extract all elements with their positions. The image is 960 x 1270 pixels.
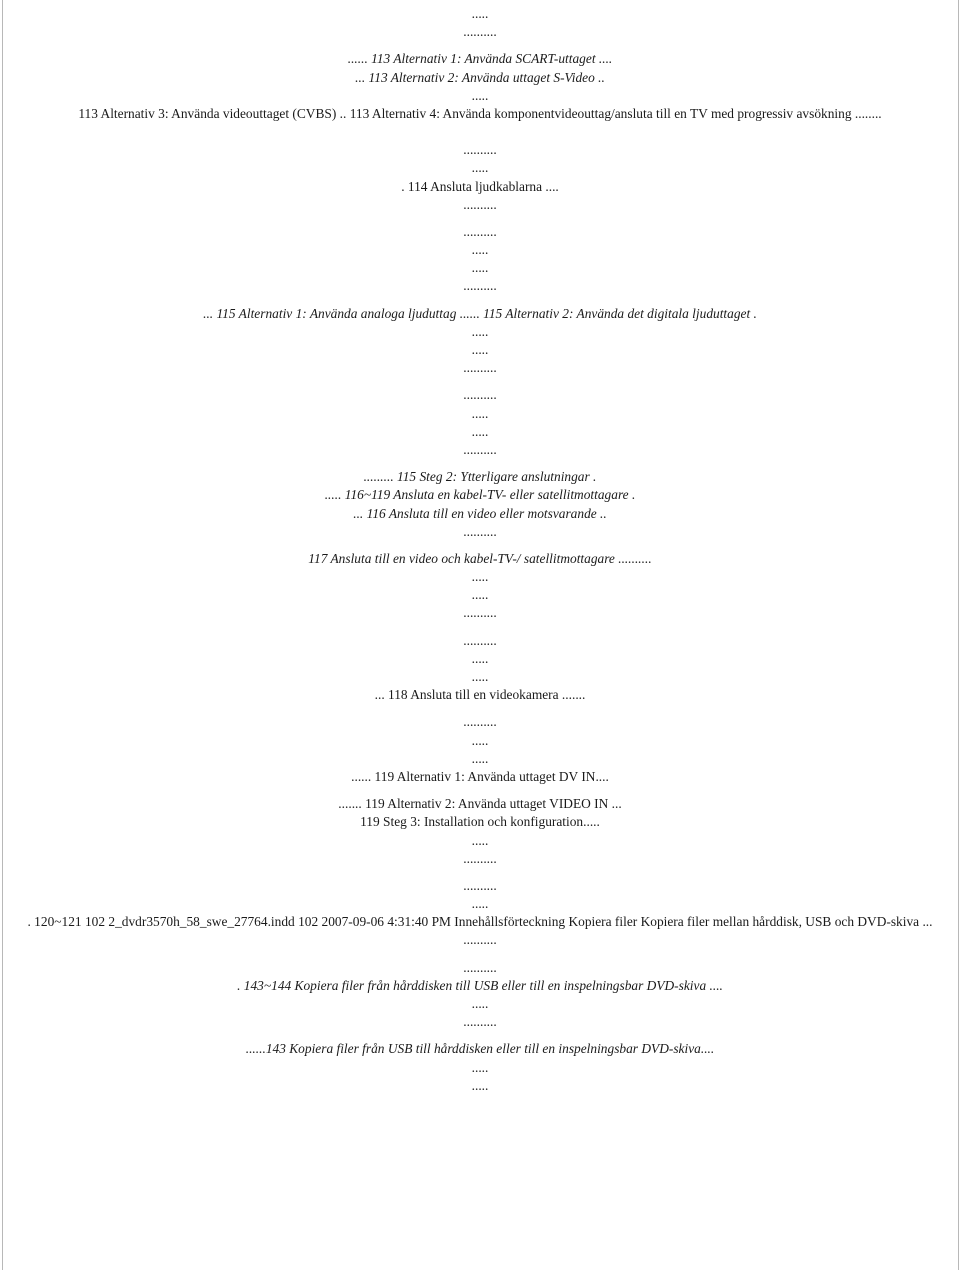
toc-line: .......... xyxy=(463,387,497,403)
toc-entry-119-alt1: ...... 119 Alternativ 1: Använda uttaget DV IN.... xyxy=(351,768,609,784)
toc-line: ..... xyxy=(471,342,489,357)
toc-line: ..... xyxy=(471,669,489,684)
left-border xyxy=(2,0,3,1270)
toc-line: .......... xyxy=(463,196,497,212)
toc-line: ..... xyxy=(471,569,489,585)
toc-entry-116-119: ..... 116~119 Ansluta en kabel-TV- eller satellitmottagare . xyxy=(324,487,636,503)
toc-line: ..... xyxy=(471,323,489,339)
toc-entry-143: ......143 Kopiera filer från USB till hårddisken eller till en inspelningsbar DVD-skiva.... xyxy=(245,1041,715,1057)
toc-line: .......... xyxy=(463,223,497,239)
toc-line: .......... xyxy=(463,360,497,376)
toc-line: .......... xyxy=(463,605,497,621)
toc-document xyxy=(24,5,936,1095)
toc-line: .......... xyxy=(463,932,497,948)
toc-line: .......... xyxy=(463,1014,497,1030)
toc-entry-118: ... 118 Ansluta till en videokamera ....... xyxy=(374,687,586,703)
right-border xyxy=(958,0,959,1270)
toc-line: .......... xyxy=(463,877,497,893)
toc-line: ..... xyxy=(471,1077,489,1093)
toc-line: .......... xyxy=(463,523,497,539)
toc-line: ..... xyxy=(471,732,489,748)
toc-line: .......... xyxy=(463,632,497,648)
toc-entry-113-alt2: ... 113 Alternativ 2: Använda uttaget S-Video .. xyxy=(355,69,605,85)
toc-entry-119-steg3: 119 Steg 3: Installation och konfiguration..... xyxy=(360,814,600,830)
toc-line: .......... xyxy=(463,714,497,730)
toc-line: ..... xyxy=(471,1059,489,1075)
toc-line: ..... xyxy=(471,750,489,766)
toc-line: .......... xyxy=(463,24,497,40)
toc-line: ..... xyxy=(471,423,489,439)
toc-line: ..... xyxy=(471,896,489,912)
toc-entry-115-steg2: ......... 115 Steg 2: Ytterligare anslutningar . xyxy=(363,469,597,485)
toc-line: ..... xyxy=(471,587,489,603)
toc-line: ..... xyxy=(471,87,489,103)
toc-entry-113-alt1: ...... 113 Alternativ 1: Använda SCART-uttaget .... xyxy=(347,51,613,67)
toc-line: ..... xyxy=(471,6,489,21)
toc-line: ..... xyxy=(471,996,489,1012)
toc-line: .......... xyxy=(463,850,497,866)
toc-line: ..... xyxy=(471,832,489,848)
toc-entry-143-144: . 143~144 Kopiera filer från hårddisken till USB eller till en inspelningsbar DVD-skiva .... xyxy=(237,977,723,993)
toc-line: .......... xyxy=(463,959,497,975)
toc-entry-114: . 114 Ansluta ljudkablarna .... xyxy=(401,178,559,194)
toc-line: .......... xyxy=(463,142,497,158)
toc-entry-116: ... 116 Ansluta till en video eller motsvarande .. xyxy=(353,505,607,521)
toc-line: .......... xyxy=(463,278,497,294)
toc-line: ..... xyxy=(471,650,489,666)
toc-line: ..... xyxy=(471,260,489,276)
toc-line: ..... xyxy=(471,160,489,176)
toc-entry-115-alt1-alt2: ... 115 Alternativ 1: Använda analoga ljuduttag ...... 115 Alternativ 2: Använda det digitala ljuduttaget . xyxy=(203,305,757,321)
toc-entry-117: 117 Ansluta till en video och kabel-TV-/ satellitmottagare .......... xyxy=(308,550,652,566)
toc-entry-120-kopiera: . 120~121 102 2_dvdr3570h_58_swe_27764.indd 102 2007-09-06 4:31:40 PM Innehållsförteckning Kopiera filer Kopiera filer mellan hårddisk, USB och DVD-skiva ... xyxy=(27,914,933,930)
toc-entry-113-alt3-alt4: 113 Alternativ 3: Använda videouttaget (CVBS) .. 113 Alternativ 4: Använda komponentvideouttag/ansluta till en TV med progressiv avsökning ........ xyxy=(78,105,882,121)
toc-line: ..... xyxy=(471,242,489,258)
toc-line: ..... xyxy=(471,405,489,421)
toc-line: .......... xyxy=(463,441,497,457)
toc-entry-119-alt2: ....... 119 Alternativ 2: Använda uttaget VIDEO IN ... xyxy=(338,796,622,812)
